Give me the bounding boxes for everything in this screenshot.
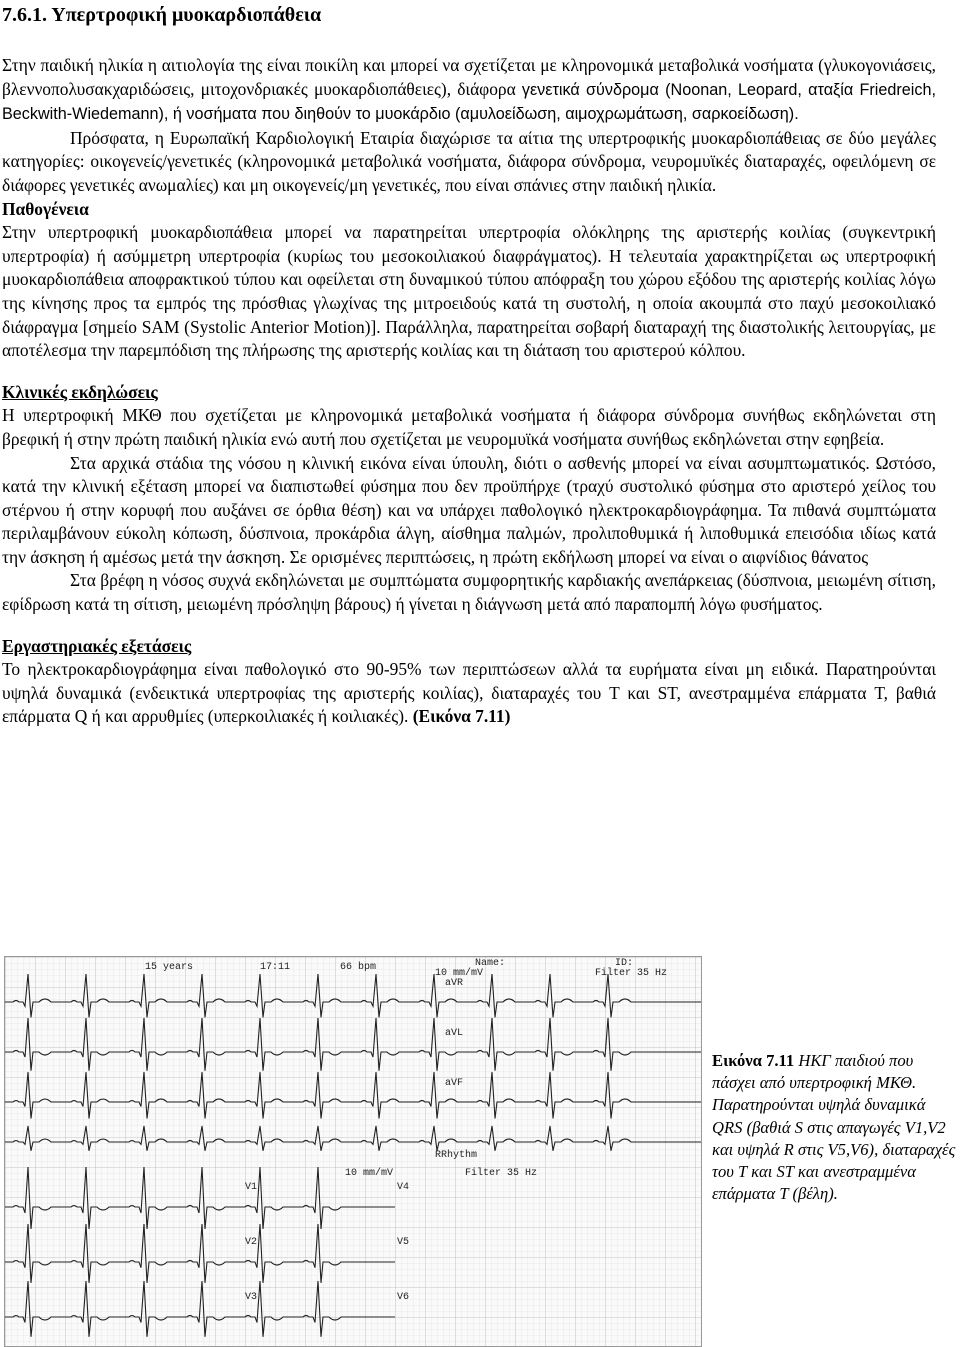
- lab-heading: Εργαστηριακές εξετάσεις: [2, 635, 192, 656]
- caption-text: ΗΚΓ παιδιού που πάσχει από υπερτροφική ΜΚΘ. Παρατηρούνται υψηλά δυναμικά QRS (βαθιά S στις απαγωγές V1,V2 και υψηλά R στις V5,V6), διαταραχές του T και ST και ανεστραμμένα επάρματα T (βέλη).: [712, 1051, 956, 1204]
- clinical-paragraph-2: Στα αρχικά στάδια της νόσου η κλινική εικόνα είναι ύπουλη, διότι ο ασθενής μπορεί να είναι ασυμπτωματικός. Ωστόσο, κατά την κλινική εξέταση μπορεί να διαπιστωθεί φύσημα που δεν προϋπήρχε (τραχύ συστολικό φύσημα στο αριστερό χείλος του στέρνου ή στην κορυφή που αυξάνει σε όρθια θέση) και να υπάρχει παθολογικό ηλεκτροκαρδιογράφημα. Τα πιθανά συμπτώματα περιλαμβάνουν εύκολη κόπωση, δύσπνοια, προκάρδια άλγη, αίσθημα παλμών, προλιποθυμικά ή λιποθυμικά επεισόδια ιδίως κατά την άσκηση ή αμέσως μετά την άσκηση. Σε ορισμένες περιπτώσεις, η πρώτη εκδήλωση μπορεί να είναι ο αιφνίδιος θάνατος: [2, 452, 936, 567]
- ecg-age-label: 15 years: [145, 962, 194, 973]
- ecg-rate-label: 66 bpm: [340, 962, 377, 973]
- spacer: [2, 617, 936, 635]
- lead-label-avl: aVL: [445, 1028, 464, 1039]
- ecg-filter-label: Filter 35 Hz: [595, 968, 668, 979]
- document-body: [2, 2, 936, 729]
- clinical-paragraph-3: Στα βρέφη η νόσος συχνά εκδηλώνεται με συμπτώματα συμφορητικής καρδιακής ανεπάρκειας (δύσπνοια, μειωμένη σίτιση, εφίδρωση κατά τη σίτιση, μειωμένη πρόσληψη βάρους) ή γίνεται η διάγνωση μετά από παραπομπή λόγω φυσήματος.: [2, 570, 936, 615]
- clinical-paragraph-1: Η υπερτροφική ΜΚΘ που σχετίζεται με κληρονομικά μεταβολικά νοσήματα ή διάφορα σύνδρομα συνήθως εκδηλώνεται στη βρεφική ή στην πρώτη παιδική ηλικία ενώ αυτή που σχετίζεται με νευρομυϊκά νοσήματα συνήθως εκδηλώνεται στην εφηβεία.: [2, 405, 936, 449]
- ecg-speed-label: 10 mm/mV: [435, 968, 484, 979]
- spacer: [2, 363, 936, 381]
- figure-caption: [712, 1050, 958, 1205]
- lead-label-avr: aVR: [445, 978, 464, 989]
- clinical-heading: Κλινικές εκδηλώσεις: [2, 381, 158, 402]
- ecg-name-label: Name:: [475, 958, 506, 969]
- intro-paragraph: [2, 54, 936, 127]
- intro-text-serif: Στην παιδική ηλικία η αιτιολογία της είναι ποικίλη και μπορεί να σχετίζεται με κληρονομικά μεταβολικά νοσήματα (γλυκογονιάσεις, βλεννοπολυσακχαριδώσεις, μιτοχονδριακές μυοκαρδιοπάθειες), διάφορα: [2, 55, 936, 99]
- lead-label-v2: V2: [245, 1237, 258, 1248]
- classification-paragraph: Πρόσφατα, η Ευρωπαϊκή Καρδιολογική Εταιρία διαχώρισε τα αίτια της υπερτροφικής μυοκαρδιοπάθειας σε δύο μεγάλες κατηγορίες: οικογενείς/γενετικές (κληρονομικά μεταβολικά νοσήματα, διάφορα σύνδρομα, νευρομυϊκές διαταραχές, οφειλόμενη σε διάφορες γενετικές ανωμαλίες) και μη οικογενείς/μη γενετικές, που είναι σπάνιες στην παιδική ηλικία.: [2, 127, 936, 195]
- lead-label-v5: V5: [397, 1237, 410, 1248]
- ecg-figure: [4, 956, 702, 1347]
- rhythm-label: RRhythm: [435, 1150, 478, 1161]
- figure-reference: (Εικόνα 7.11): [412, 706, 511, 727]
- lead-label-avf: aVF: [445, 1078, 464, 1089]
- ecg-speed-label-2: 10 mm/mV: [345, 1168, 394, 1179]
- ecg-time-label: 17:11: [260, 962, 291, 973]
- ecg-filter-label-2: Filter 35 Hz: [465, 1168, 538, 1179]
- pathogenesis-paragraph: Στην υπερτροφική μυοκαρδιοπάθεια μπορεί να παρατηρείται υπερτροφία ολόκληρης της αριστερής κοιλίας (συγκεντρική υπερτροφία) ή ασύμμετρη υπερτροφία (κυρίως του μεσοκοιλιακού διαφράγματος). Η τελευταία χαρακτηρίζεται ως υπερτροφική μυοκαρδιοπάθεια αποφρακτικού τύπου και οφείλεται στη δυναμικού τύπου απόφραξη του χώρου εξόδου της αριστερής κοιλίας λόγω της κίνησης προς τα εμπρός της πρόσθιας γλωχίνας της μιτροειδούς κατά τη συστολή, η οποία ακουμπά στο παχύ μεσοκοιλιακό διάφραγμα [σημείο SAM (Systolic Anterior Motion)]. Παράλληλα, παρατηρείται σοβαρή διαταραχή της διαστολικής λειτουργίας, με αποτέλεσμα την παρεμπόδιση της πλήρωσης της αριστερής κοιλίας και τη διάταση του αριστερού κόλπου.: [2, 222, 936, 361]
- ecg-id-label: ID:: [615, 958, 634, 969]
- intro-text-sans: γενετικά σύνδρομα (Noonan, Leopard, αταξία Friedreich, Beckwith-Wiedemann), ή νοσήματα που διηθούν το μυοκάρδιο (αμυλοείδωση, αιμοχρωμάτωση, σαρκοείδωση).: [2, 80, 936, 124]
- caption-label: Εικόνα 7.11: [712, 1051, 795, 1070]
- section-title: 7.6.1. Υπερτροφική μυοκαρδιοπάθεια: [2, 4, 322, 26]
- ecg-trace-image: [5, 957, 701, 1346]
- lead-label-v3: V3: [245, 1292, 258, 1303]
- lead-label-v6: V6: [397, 1292, 410, 1303]
- lead-label-v4: V4: [397, 1182, 410, 1193]
- lab-text: Το ηλεκτροκαρδιογράφημα είναι παθολογικό στο 90-95% των περιπτώσεων αλλά τα ευρήματα είναι μη ειδικά. Παρατηρούνται υψηλά δυναμικά (ενδεικτικά υπερτροφίας της αριστερής κοιλίας), διαταραχές του T και ST, ανεστραμμένα επάρματα T, βαθιά επάρματα Q ή και αρρυθμίες (υπερκοιλιακές ή κοιλιακές).: [2, 659, 936, 727]
- lab-paragraph: [2, 658, 936, 729]
- lead-label-v1: V1: [245, 1182, 258, 1193]
- pathogenesis-heading: Παθογένεια: [2, 198, 89, 219]
